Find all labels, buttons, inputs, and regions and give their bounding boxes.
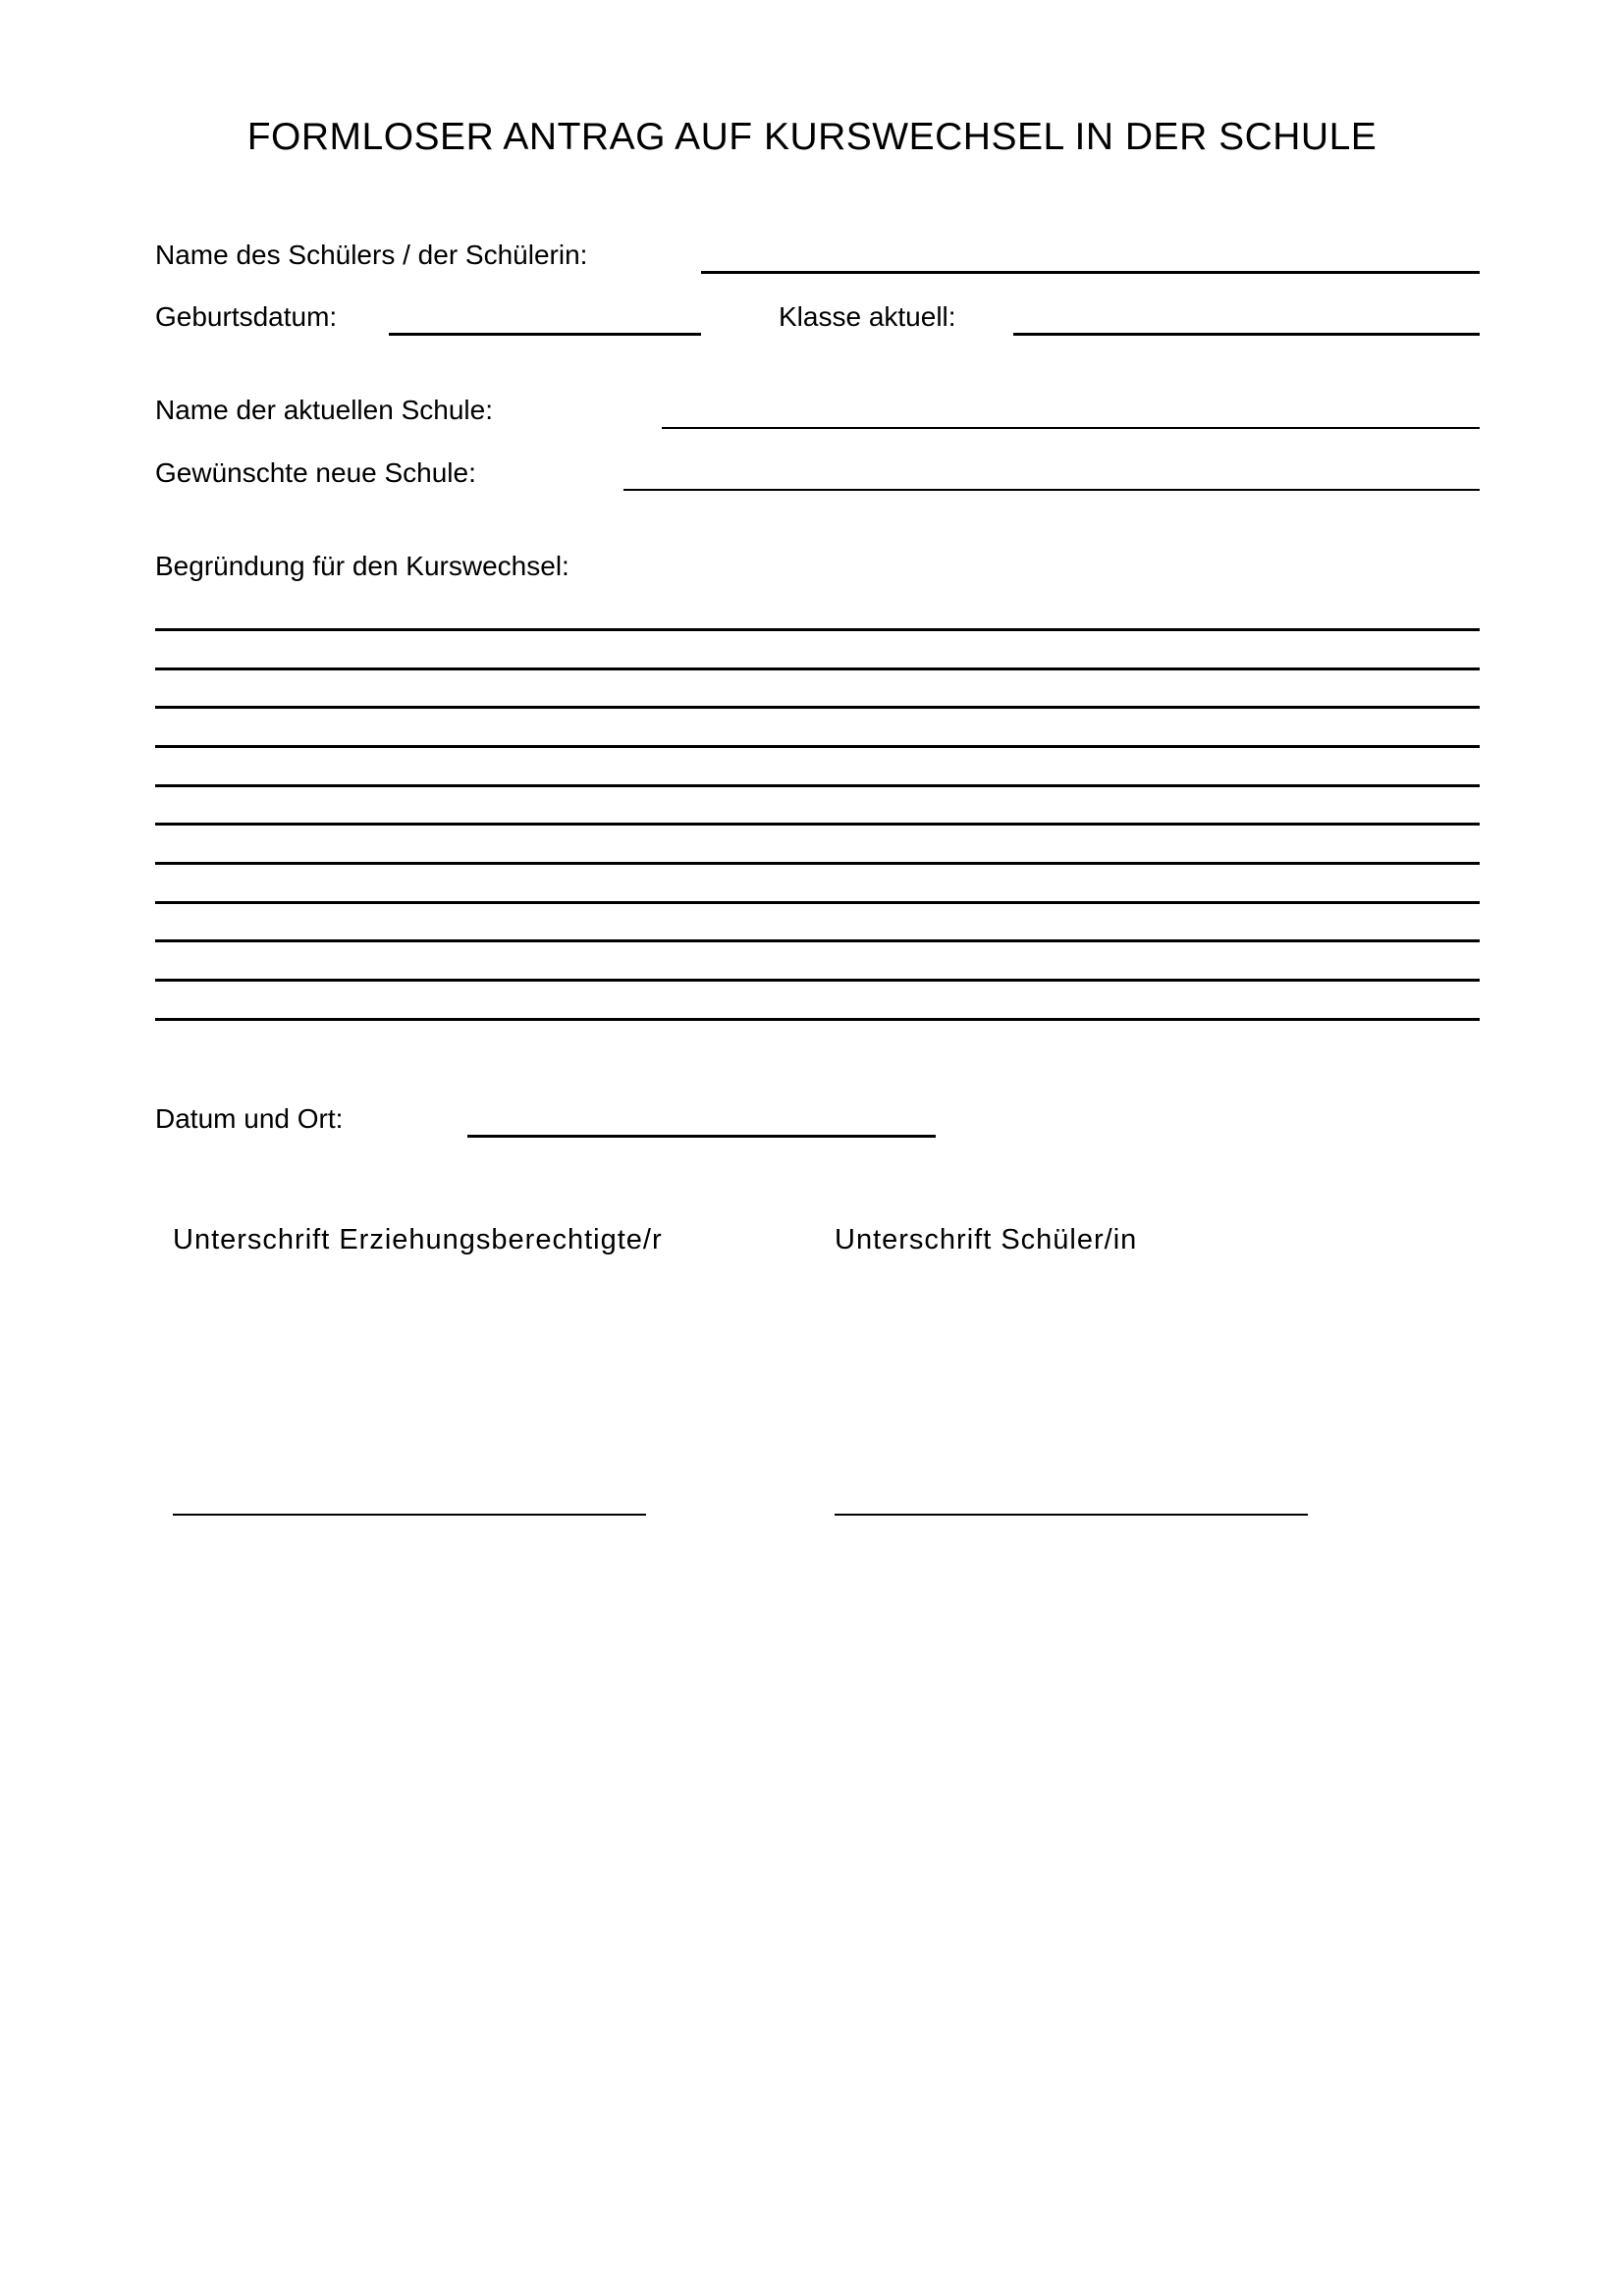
reason-line[interactable] (155, 1018, 1480, 1021)
desired-school-label: Gewünschte neue Schule: (155, 457, 476, 488)
date-place-field[interactable] (467, 1135, 936, 1138)
reason-line[interactable] (155, 979, 1480, 982)
reason-line[interactable] (155, 667, 1480, 670)
desired-school-field[interactable] (623, 489, 1480, 491)
reason-line[interactable] (155, 901, 1480, 904)
student-name-field[interactable] (701, 271, 1480, 274)
student-signature-line[interactable] (835, 1514, 1308, 1516)
current-school-field[interactable] (662, 427, 1480, 429)
reason-line[interactable] (155, 823, 1480, 826)
reason-line[interactable] (155, 784, 1480, 787)
student-name-label: Name des Schülers / der Schülerin: (155, 240, 588, 270)
current-class-label: Klasse aktuell: (779, 301, 956, 332)
birthdate-label: Geburtsdatum: (155, 301, 338, 332)
birthdate-field[interactable] (389, 333, 701, 336)
reason-label: Begründung für den Kurswechsel: (155, 551, 569, 581)
date-place-label: Datum und Ort: (155, 1103, 344, 1134)
page-title: FORMLOSER ANTRAG AUF KURSWECHSEL IN DER SCHULE (246, 116, 1378, 158)
current-class-field[interactable] (1013, 333, 1480, 336)
guardian-signature-label: Unterschrift Erziehungsberechtigte/r (173, 1224, 663, 1255)
current-school-label: Name der aktuellen Schule: (155, 395, 493, 425)
reason-line[interactable] (155, 745, 1480, 748)
guardian-signature-line[interactable] (173, 1514, 646, 1516)
reason-line[interactable] (155, 628, 1480, 631)
student-signature-label: Unterschrift Schüler/in (835, 1224, 1138, 1255)
reason-line[interactable] (155, 862, 1480, 865)
reason-line[interactable] (155, 706, 1480, 709)
reason-line[interactable] (155, 939, 1480, 942)
